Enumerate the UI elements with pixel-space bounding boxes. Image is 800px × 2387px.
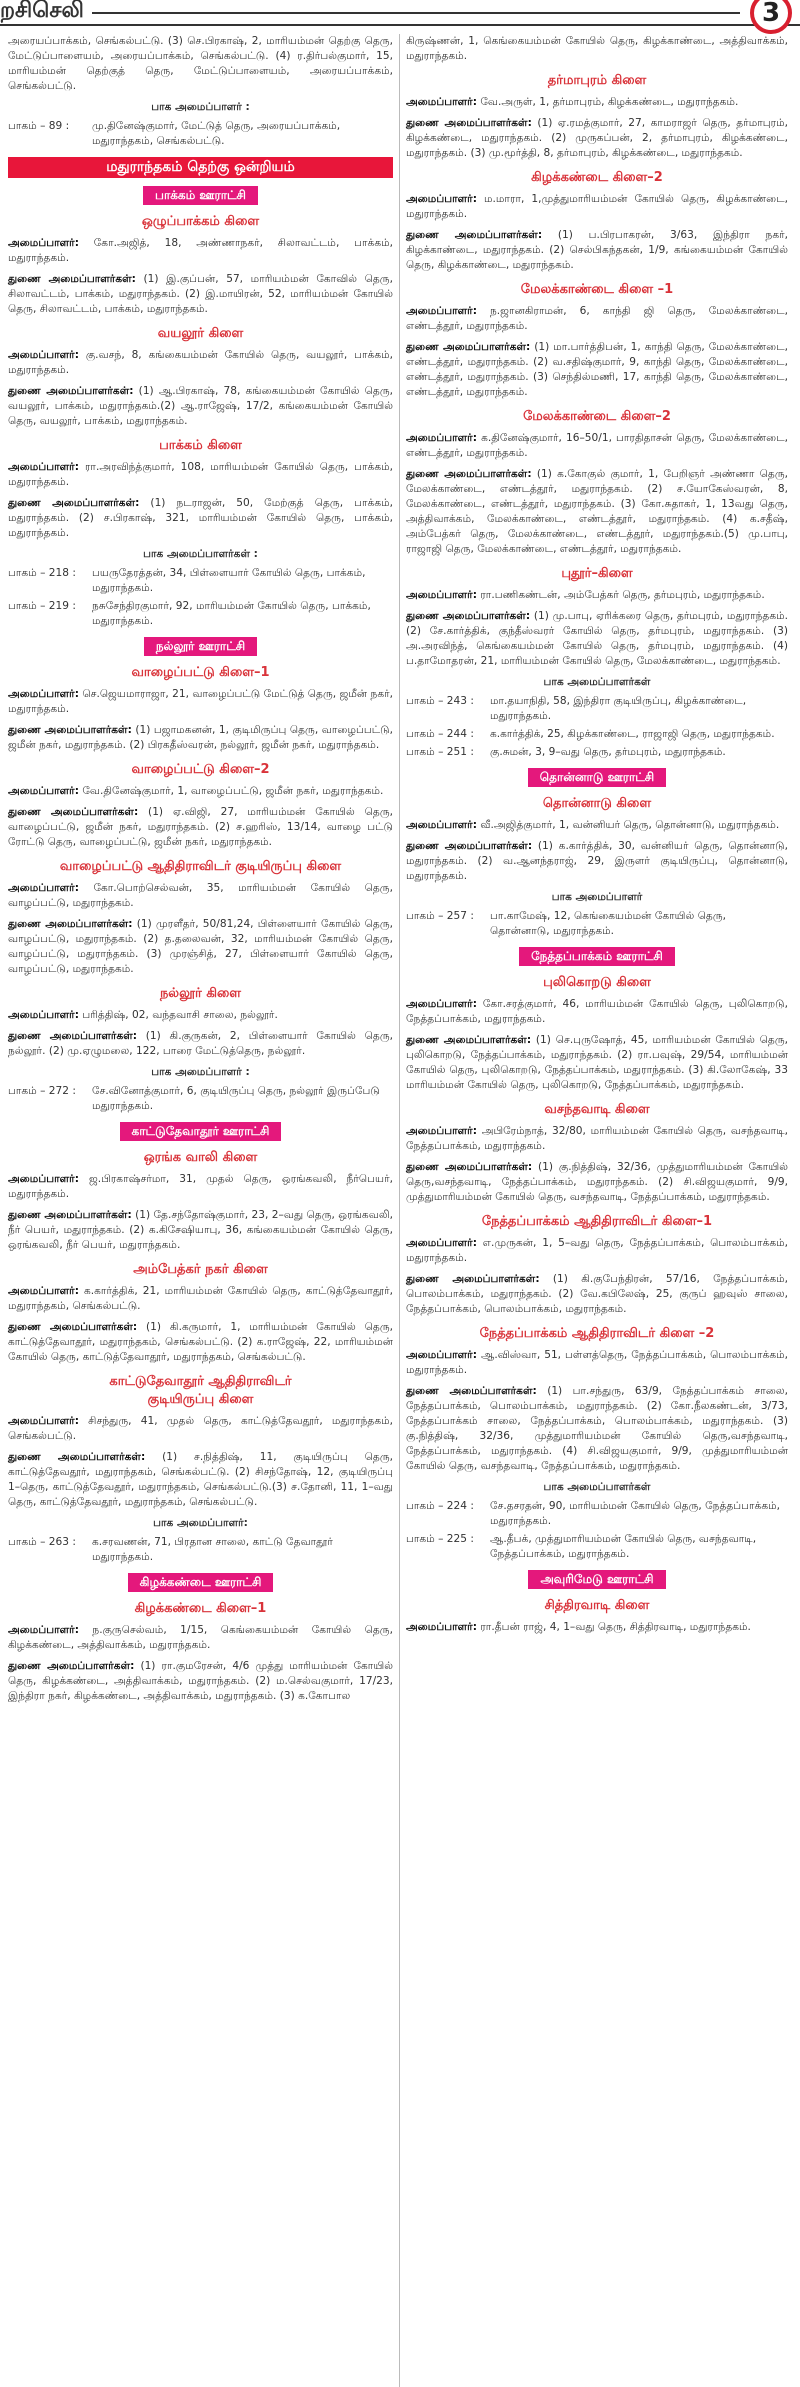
branch-heading: புலிகொறடு கிளை [543,975,651,990]
newspaper-title: றசிசெலி [0,0,92,23]
entry-text: (1) கி.குபேந்திரன், 57/16, நேத்தப்பாக்கம், பொலம்பாக்கம், மதுராந்தகம். (2) வே.கபிலேஷ், 25, குருப் ஹவுஸ் சாலை, நேத்தப்பாக்கம், பொலம்பாக்கம், மதுராந்தகம். [406,1273,788,1315]
organizer-entry [8,687,393,717]
header-rule [70,12,740,14]
entry-text: கோ.சரத்குமார், 46, மாரியம்மன் கோயில் தெரு, புலிகொறடு, நேத்தப்பாக்கம், மதுராந்தகம். [406,998,788,1025]
organizer-entry [8,236,393,266]
entry-label: துணை அமைப்பாளர்கள்: [8,1321,138,1333]
entry-label: அமைப்பாளர்: [406,1349,477,1361]
entry-text: (1) மு.பாபு, ஏரிக்கரை தெரு, தர்மபுரம், மதுராந்தகம். (2) சே.கார்த்திக், குந்தீஸ்வரர் கோயில் தெரு, தர்மபுரம், மதுராந்தகம். (3) அ.அரவிந்த், கெங்கையம்மன் கோயில் தெரு, தர்மபுரம், மதுராந்தகம். (4) ப.தாமோதரன், 21, மாரியம்மன் கோயில் தெரு, மேலக்காண்டை, மதுராந்தகம். [406,610,789,667]
organizer-entry [8,1284,393,1314]
organizer-entry [406,1348,788,1378]
deputy-organizers-entry [406,839,788,884]
entry-text: வே.தினேஷ்குமார், 1, வாழைப்பட்டு, ஜமீன் நகர், மதுராந்தகம். [78,785,384,797]
branch-heading-line2: குடியிருப்பு கிளை [147,1392,254,1407]
entry-label: துணை அமைப்பாளர்கள்: [8,385,134,397]
entry-label: அமைப்பாளர்: [8,1624,79,1636]
branch-heading: ஒழுப்பாக்கம் கிளை [141,214,260,229]
page-number-badge: 3 [750,0,792,34]
entry-label: அமைப்பாளர்: [406,193,477,205]
panchayat-label [406,768,788,787]
organizer-entry [406,997,788,1027]
booth-row [406,727,788,742]
entry-text: கு.வசந், 8, கங்கையம்மன் கோயில் தெரு, வயலூர், பாக்கம், மதுராந்தகம். [8,349,393,376]
booth-number: பாகம் – 244 : [406,728,474,740]
entry-label: துணை அமைப்பாளர்கள்: [406,1385,537,1397]
booth-row [8,1535,393,1565]
entry-label: அமைப்பாளர்: [406,1125,477,1137]
entry-label: அமைப்பாளர்: [8,349,79,361]
entry-label: துணை அமைப்பாளர்கள்: [406,341,531,353]
booth-organizer: கு.சுமன், 3, 9–வது தெரு, தர்மபுரம், மதுராந்தகம். [490,746,726,758]
branch-heading: மேலக்காண்டை கிளை–2 [523,409,671,424]
booth-organizer: மு.தினேஷ்குமார், மேட்டுத் தெரு, அரையப்பாக்கம், மதுராந்தகம், செங்கல்பட்டு. [92,120,341,147]
booth-number: பாகம் – 219 : [8,600,76,612]
entry-text: ந.குருசெல்வம், 1/15, கெங்கையம்மன் கோயில் தெரு, கிழக்கண்டை, அத்திவாக்கம், மதுராந்தகம். [8,1624,393,1651]
entry-label: துணை அமைப்பாளர்கள்: [406,1161,533,1173]
booth-row [406,745,788,760]
branch-heading: வாழைப்பட்டு கிளை–2 [131,762,270,777]
panchayat-label [8,1122,393,1141]
organizer-entry [8,1008,393,1023]
entry-text: (1) மா.பார்த்திபன், 1, காந்தி தெரு, மேலக்காண்டை, எண்டத்தூர், மதுராந்தகம். (2) வ.சதிஷ்குமார், 9, காந்தி தெரு, மேலக்காண்டை, எண்டத்தூர், மதுராந்தகம். (3) செந்தில்மணி, 17, காந்தி தெரு, மேலக்காண்டை, எண்டத்தூர், மதுராந்தகம். [406,341,788,398]
deputy-organizers-entry [8,805,393,850]
booth-list [8,566,393,629]
entry-label: அமைப்பாளர்: [8,1415,79,1427]
entry-label: துணை அமைப்பாளர்கள்: [8,806,139,818]
entry-text: எ.முருகன், 1, 5–வது தெரு, நேத்தப்பாக்கம், பொலம்பாக்கம், மதுராந்தகம். [406,1237,788,1264]
entry-text: வீ.அஜித்குமார், 1, வன்னியர் தெரு, தொன்னாடு, மதுராந்தகம். [476,819,780,831]
booth-heading: பாக அமைப்பாளர்கள் [543,676,651,688]
entry-label: துணை அமைப்பாளர்கள்: [8,1660,135,1672]
panchayat-label [406,1570,788,1589]
branch-heading: நல்லூர் கிளை [159,986,242,1001]
deputy-organizers-entry [8,384,393,429]
entry-text: (1) பஜாமகனன், 1, குடிமிருப்பு தெரு, வாழைப்பட்டு, ஜமீன் நகர், மதுராந்தகம். (2) பிரகதீஸ்வரன், நல்லூர், ஜமீன் நகர், மதுராந்தகம். [8,724,393,751]
booth-number: பாகம் – 89 : [8,120,70,132]
branch-heading: பாக்கம் கிளை [159,438,242,453]
entry-text: (1) ஆ.பிரகாஷ், 78, கங்கையம்மன் கோயில் தெரு, வயலூர், பாக்கம், மதுராந்தகம்.(2) ஆ.ராஜேஷ், 17/2, கங்கையம்மன் கோயில் தெரு, வயலூர், பாக்கம், மதுராந்தகம். [8,385,394,427]
entry-label: அமைப்பாளர்: [8,461,79,473]
entry-text: ஆ.விஸ்வா, 51, பள்ளத்தெரு, நேத்தப்பாக்கம், பொலம்பாக்கம், மதுராந்தகம். [406,1349,788,1376]
deputy-organizers-entry [8,917,393,977]
deputy-organizers-entry [406,1384,788,1474]
panchayat-name: காட்டுதேவாதூர் ஊராட்சி [120,1122,282,1141]
booth-organizer: பயருதேரத்தன், 34, பிள்ளையார் கோயில் தெரு, பாக்கம், மதுராந்தகம். [92,567,366,594]
entry-text: ம.மாரா, 1,முத்துமாரியம்மன் கோயில் தெரு, கிழக்காண்டை, மதுராந்தகம். [406,193,788,220]
deputy-organizers-entry [8,723,393,753]
branch-heading: தொன்னாடு கிளை [542,796,652,811]
organizer-entry [406,588,788,603]
booth-row [8,1084,393,1114]
booth-heading: பாக அமைப்பாளர்: [153,1517,248,1529]
entry-label: துணை அமைப்பாளர்கள்: [406,229,543,241]
entry-label: அமைப்பாளர்: [406,1621,477,1633]
panchayat-name: பாக்கம் ஊராட்சி [143,186,258,205]
booth-heading: பாக அமைப்பாளர் [551,891,643,903]
panchayat-name: அவுரிமேடு ஊராட்சி [528,1570,665,1589]
booth-number: பாகம் – 272 : [8,1085,76,1097]
deputy-organizers-entry [8,1208,393,1253]
panchayat-label [8,637,393,656]
column-divider [399,34,400,2387]
entry-text: (1) இ.குப்பன், 57, மாரியம்மன் கோவில் தெரு, சிலாவட்டம், பாக்கம், மதுராந்தகம். (2) இ.மாயிரன், 52, மாரியம்மன் கோயில் தெரு, சிலாவட்டம், பாக்கம், மதுராந்தகம். [8,273,393,315]
entry-text: ஜ.பிரகாஷ்சர்மா, 31, முதல் தெரு, ஒரங்கவலி, நீர்பெயர், மதுராந்தகம். [8,1173,393,1200]
organizer-entry [8,1172,393,1202]
organizer-entry [8,1623,393,1653]
entry-text: (1) கு.நித்திஷ், 32/36, முத்துமாரியம்மன் கோயில் தெரு,வசந்தவாடி, நேத்தப்பாக்கம், மதுராந்தகம். (2) சி.விஜயகுமார், 9/9, முத்துமாரியம்மன் கோயில் தெரு, வசந்தவாடி, நேத்தப்பாக்கம், மதுராந்தகம். [406,1161,789,1203]
booth-organizer: சே.தசரதன், 90, மாரியம்மன் கோயில் தெரு, நேத்தப்பாக்கம், மதுராந்தகம். [490,1500,781,1527]
organizer-entry [406,192,788,222]
organizer-entry [406,95,788,110]
entry-text: பரித்திஷ், 02, வந்தவாசி சாலை, நல்லூர். [78,1009,278,1021]
entry-label: அமைப்பாளர்: [406,305,477,317]
branch-heading: தர்மாபுரம் கிளை [547,73,647,88]
booth-number: பாகம் – 263 : [8,1536,76,1548]
entry-text: (1) ஏ.விஜி, 27, மாரியம்மன் கோயில் தெரு, வாழைப்பட்டு, ஜமீன் நகர், மதுராந்தகம். (2) ச.ஹரிஸ், 13/14, வாழை பட்டு ரோட்டு தெரு, வாழைப்பட்டு, ஜமீன் நகர், மதுராந்தகம். [8,806,394,848]
panchayat-label [8,186,393,205]
entry-text: க.தினேஷ்குமார், 16–50/1, பாரதிதாசன் தெரு, மேலக்காண்டை, எண்டத்தூர், மதுராந்தகம். [406,432,788,459]
entry-label: துணை அமைப்பாளர்கள்: [8,724,132,736]
entry-text: ரா.தீபன் ராஜ், 4, 1–வது தெரு, சித்திரவாடி, மதுராந்தகம். [476,1621,751,1633]
booth-number: பாகம் – 251 : [406,746,474,758]
booth-number: பாகம் – 257 : [406,910,474,922]
entry-label: அமைப்பாளர்: [8,1009,79,1021]
entry-text: (1) க.கோகுல் குமார், 1, பேறிஞர் அண்ணா தெரு, மேலக்காண்டை, எண்டத்தூர், மதுராந்தகம். (2) ச.யோகேஸ்வரன், 8, மேலக்காண்டை, எண்டத்தூர், மதுராந்தகம். (3) கோ.சுதாகர், 1, 13வது தெரு, அத்திவாக்கம், மேலக்காண்டை, எண்டத்தூர், மதுராந்தகம். (4) க.சதீஷ், அம்பேத்கர் தெரு, மேலக்காண்டை, எண்டத்தூர், மதுராந்தகம்.(5) மு.பாபு, ராஜாஜி தெரு, மேலக்காண்டை, எண்டத்தூர், மதுராந்தகம். [406,468,789,555]
entry-label: துணை அமைப்பாளர்கள்: [8,273,136,285]
entry-label: அமைப்பாளர்: [406,432,477,444]
entry-label: துணை அமைப்பாளர்கள்: [8,1451,146,1463]
entry-text: (1) ஏ.ரமத்குமார், 27, காமராஜர் தெரு, தர்மாபுரம், கிழக்கண்டை, மதுராந்தகம். (2) முருகப்பன், 2, தர்மாபுரம், கிழக்கண்டை, மதுராந்தகம். (3) மு.மூர்த்தி, 8, தர்மாபுரம், கிழக்கண்டை, மதுராந்தகம். [406,117,789,159]
organizer-entry [406,818,788,833]
entry-text: (1) ப.பிரபாகரன், 3/63, இந்திரா நகர், கிழக்காண்டை, மதுராந்தகம். (2) செல்பிகந்தகன், 1/9, கங்கையம்மன் கோயில் தெரு, கிழக்காண்டை, மதுராந்தகம். [406,229,789,271]
branch-heading: காட்டுதேவாதூர் ஆதிதிராவிடர் [109,1374,292,1389]
booth-number: பாகம் – 224 : [406,1500,474,1512]
entry-label: துணை அமைப்பாளர்கள்: [406,117,532,129]
organizer-entry [406,1124,788,1154]
deputy-organizers-entry [8,496,393,541]
booth-number: பாகம் – 218 : [8,567,76,579]
deputy-organizers-entry [8,1320,393,1365]
branch-heading: மேலக்காண்டை கிளை –1 [520,282,674,297]
entry-text: (1) கி.கருமார், 1, மாரியம்மன் கோயில் தெரு, காட்டுத்தேவாதூர், மதுராந்தகம், செங்கல்பட்டு. (2) க.ராஜேஷ், 22, மாரியம்மன் கோயில் தெரு, காட்டுத்தேவாதூர், மதுராந்தகம், செங்கல்பட்டு. [8,1321,393,1363]
booth-list [406,1499,788,1562]
deputy-organizers-entry [406,609,788,669]
branch-heading: கிழக்கண்டை கிளை–2 [531,170,663,185]
entry-label: அமைப்பாளர்: [8,882,79,894]
booth-list [8,1084,393,1114]
entry-text: செ.ஜெயமாராஜா, 21, வாழைப்பட்டு மேட்டுத் தெரு, ஜமீன் நகர், மதுராந்தகம். [8,688,394,715]
branch-heading: நேத்தப்பாக்கம் ஆதிதிராவிடர் கிளை–1 [481,1214,713,1229]
booth-row [8,566,393,596]
branch-heading: நேத்தப்பாக்கம் ஆதிதிராவிடர் கிளை –2 [479,1326,715,1341]
entry-text: (1) பா.சந்துரு, 63/9, நேத்தப்பாக்கம் சாலை, நேத்தப்பாக்கம், பொலம்பாக்கம், மதுராந்தகம். (2) கோ.நீலகண்டன், 3/73, நேத்தப்பாக்கம் சாலை, நேத்தப்பாக்கம், பொலம்பாக்கம், மதுராந்தகம். (3) கு.நித்திஷ், 32/36, முத்துமாரியம்மன் கோயில் தெரு,வசந்தவாடி, நேத்தப்பாக்கம், மதுராந்தகம். (4) சி.விஜயகுமார், 9/9, முத்துமாரியம்மன் கோயில் தெரு, வசந்தவாடி, நேத்தப்பாக்கம், மதுராந்தகம். [406,1385,789,1472]
branch-heading: அம்பேத்கர் நகர் கிளை [133,1262,268,1277]
deputy-organizers-entry [406,1033,788,1093]
branch-heading: புதூர்–கிளை [561,566,633,581]
continued-text: கிருஷ்ணன், 1, கெங்கையம்மன் கோயில் தெரு, கிழக்காண்டை, அத்திவாக்கம், மதுராந்தகம். [406,35,788,62]
entry-label: அமைப்பாளர்: [8,1173,79,1185]
booth-heading: பாக அமைப்பாளர்கள் : [143,548,258,560]
booth-heading: பாக அமைப்பாளர் : [151,101,250,113]
booth-organizer: க.கார்த்திக், 25, கிழக்காண்டை, ராஜாஜி தெரு, மதுராந்தகம். [490,728,775,740]
entry-text: கோ.அஜித், 18, அண்ணாநகர், சிலாவட்டம், பாக்கம், மதுராந்தகம். [8,237,393,264]
branch-heading: வயலூர் கிளை [157,326,244,341]
booth-organizer: ஆ.தீபக், முத்துமாரியம்மன் கோயில் தெரு, வசந்தவாடி, நேத்தப்பாக்கம், மதுராந்தகம். [490,1533,757,1560]
entry-label: அமைப்பாளர்: [406,819,477,831]
entry-text: (1) நடராஜன், 50, மேற்குத் தெரு, பாக்கம், மதுராந்தகம். (2) ச.பிரகாஷ், 321, மாரியம்மன் கோயில் தெரு, பாக்கம், மதுராந்தகம். [8,497,393,539]
deputy-organizers-entry [406,340,788,400]
entry-label: அமைப்பாளர்: [8,785,79,797]
booth-list [8,119,393,149]
entry-text: (1) ரா.குமரேசன், 4/6 முத்து மாரியம்மன் கோயில் தெரு, கிழக்கண்டை, அத்திவாக்கம், மதுராந்தகம். (2) ம.செல்வகுமார், 17/23, இந்திரா நகர், கிழக்கண்டை, அத்திவாக்கம், மதுராந்தகம். (3) க.கோபால [8,1660,394,1702]
entry-text: (1) ச.நித்திஷ், 11, குடியிருப்பு தெரு, காட்டுத்தேவதூர், மதுராந்தகம், செங்கல்பட்டு. (2) சிசந்தோஷ், 12, குடியிருப்பு 1–தெரு, காட்டுத்தேவதூர், மதுராந்தகம், செங்கல்பட்டு.(3) ச.தோனி, 11, 1–வது தெரு, காட்டுத்தேவதூர், மதுராந்தகம், செங்கல்பட்டு. [8,1451,394,1508]
deputy-organizers-entry [406,1272,788,1317]
right-column [406,34,788,1641]
organizer-entry [8,460,393,490]
booth-row [406,1532,788,1562]
booth-row [8,599,393,629]
panchayat-name: தொன்னாடு ஊராட்சி [528,768,666,787]
booth-number: பாகம் – 225 : [406,1533,474,1545]
entry-text: (1) செ.புருஷோத், 45, மாரியம்மன் கோயில் தெரு, புலிகொறடு, நேத்தப்பாக்கம், மதுராந்தகம். (2) ரா.பவுஷ், 29/54, மாரியம்மன் கோயில் தெரு, புலிகொறடு, நேத்தப்பாக்கம், மதுராந்தகம். (3) கி.லோகேஷ், 33 மாரியம்மன் கோயில் தெரு, புலிகொறடு, நேத்தப்பாக்கம், மதுராந்தகம். [406,1034,789,1091]
organizer-entry [8,1414,393,1444]
entry-label: அமைப்பாளர்: [406,998,477,1010]
entry-text: அபிரேம்நாத், 32/80, மாரியம்மன் கோயில் தெரு, வசந்தவாடி, நேத்தப்பாக்கம், மதுராந்தகம். [406,1125,788,1152]
panchayat-name: நல்லூர் ஊராட்சி [144,637,257,656]
entry-label: துணை அமைப்பாளர்கள்: [8,918,133,930]
branch-heading: ஒரங்க வாலி கிளை [143,1150,258,1165]
branch-heading: வசந்தவாடி கிளை [544,1102,650,1117]
booth-heading: பாக அமைப்பாளர் : [151,1066,250,1078]
entry-label: அமைப்பாளர்: [406,1237,477,1249]
organizer-entry [8,784,393,799]
entry-text: (1) க.கார்த்திக், 30, வன்னியர் தெரு, தொன்னாடு, மதுராந்தகம். (2) வ.ஆனந்தராஜ், 29, இருளர் குடியிருப்பு, தொன்னாடு, மதுராந்தகம். [406,840,789,882]
entry-text: (1) முரளீதர், 50/81,24, பிள்ளையார் கோயில் தெரு, வாழப்பட்டு, மதுராந்தகம். (2) த.தலைவன், 32, மாரியம்மன் கோயில் தெரு, வாழப்பட்டு, மதுராந்தகம். (3) முரஞ்சித், 27, பிள்ளையார் கோயில் தெரு, வாழப்பட்டு, மதுராந்தகம். [8,918,394,975]
entry-label: துணை அமைப்பாளர்கள்: [406,1034,532,1046]
booth-row [406,1499,788,1529]
organizer-entry [8,881,393,911]
entry-label: துணை அமைப்பாளர்கள்: [406,1273,540,1285]
deputy-organizers-entry [406,116,788,161]
booth-list [406,694,788,760]
booth-number: பாகம் – 243 : [406,695,474,707]
entry-label: அமைப்பாளர்: [8,1285,79,1297]
deputy-organizers-entry [8,1450,393,1510]
entry-label: துணை அமைப்பாளர்கள்: [406,610,531,622]
entry-text: க.கார்த்திக், 21, மாரியம்மன் கோயில் தெரு, காட்டுத்தேவாதூர், மதுராந்தகம், செங்கல்பட்டு. [8,1285,393,1312]
deputy-organizers-entry [406,1160,788,1205]
union-title-banner: மதுராந்தகம் தெற்கு ஒன்றியம் [8,157,393,178]
booth-organizer: பா.காமேஷ், 12, கெங்கையம்மன் கோயில் தெரு, தொன்னாடு, மதுராந்தகம். [490,910,727,937]
organizer-entry [406,1620,788,1635]
booth-list [8,1535,393,1565]
deputy-organizers-entry [8,1659,393,1704]
organizer-entry [406,1236,788,1266]
entry-label: துணை அமைப்பாளர்கள்: [8,1030,138,1042]
deputy-organizers-entry [406,467,788,557]
panchayat-name: கிழக்கண்டை ஊராட்சி [128,1573,274,1592]
organizer-entry [406,431,788,461]
entry-text: (1) தே.சந்தோஷ்குமார், 23, 2–வது தெரு, ஒரங்கவலி, நீர் பெயர், மதுராந்தகம். (2) க.கிசேஷியாபு, 36, கங்கையம்மன் கோயில் தெரு, ஒரங்கவலி, நீர் பெயர், மதுராந்தகம். [8,1209,393,1251]
deputy-organizers-entry [8,1029,393,1059]
deputy-organizers-entry [406,228,788,273]
entry-label: அமைப்பாளர்: [406,589,477,601]
entry-label: அமைப்பாளர்: [8,237,79,249]
entry-label: அமைப்பாளர்: [8,688,79,700]
entry-text: சிசந்துரு, 41, முதல் தெரு, காட்டுத்தேவதூர், மதுராந்தகம், செங்கல்பட்டு. [8,1415,393,1442]
booth-organizer: க.சரவணன், 71, பிரதான சாலை, காட்டு தேவாதூர் மதுராந்தகம். [92,1536,333,1563]
panchayat-name: நேத்தப்பாக்கம் ஊராட்சி [519,947,675,966]
panchayat-label [406,947,788,966]
booth-organizer: மா.தயாநிதி, 58, இந்திரா குடியிருப்பு, கிழக்காண்டை, மதுராந்தகம். [490,695,747,722]
entry-text: ந.ஜானகிராமன், 6, காந்தி ஜி தெரு, மேலக்காண்டை, எண்டத்தூர், மதுராந்தகம். [406,305,788,332]
entry-text: (1) கி.குருகன், 2, பிள்ளையார் கோயில் தெரு, நல்லூர். (2) மு.ஏழுமலை, 122, பாரை மேட்டுத்தெரு, நல்லூர். [8,1030,393,1057]
booth-heading: பாக அமைப்பாளர்கள் [543,1481,651,1493]
organizer-entry [8,348,393,378]
booth-list [406,909,788,939]
continued-text: அரையப்பாக்கம், செங்கல்பட்டு. (3) செ.பிரகாஷ், 2, மாரியம்மன் தெற்கு தெரு, மேட்டுப்பாளையம், அரையப்பாக்கம், செங்கல்பட்டு. (4) ர.திர்பல்குமார், 15, மாரியம்மன் தெற்குத் தெரு, மேட்டுப்பாளையம், அரையப்பாக்கம், செங்கல்பட்டு. [8,35,393,92]
branch-heading: வாழைப்பட்டு கிளை–1 [131,665,270,680]
left-column [8,34,393,1710]
branch-heading: வாழைப்பட்டு ஆதிதிராவிடர் குடியிருப்பு கிளை [59,859,342,874]
entry-text: ரா.பணிகண்டன், அம்பேத்கர் தெரு, தர்மபுரம், மதுராந்தகம். [476,589,765,601]
entry-label: துணை அமைப்பாளர்கள்: [406,468,532,480]
page-header [0,0,800,26]
booth-row [8,119,393,149]
panchayat-label [8,1573,393,1592]
entry-text: ரா.அரவிந்த்குமார், 108, மாரியம்மன் கோயில் தெரு, பாக்கம், மதுராந்தகம். [8,461,393,488]
branch-heading: கிழக்கண்டை கிளை–1 [134,1601,267,1616]
entry-label: துணை அமைப்பாளர்கள்: [8,1209,132,1221]
booth-row [406,694,788,724]
entry-label: அமைப்பாளர்: [406,96,477,108]
entry-text: வே.அருள், 1, தர்மாபுரம், கிழக்கண்டை, மதுராந்தகம். [476,96,739,108]
deputy-organizers-entry [8,272,393,317]
branch-heading: சித்திரவாடி கிளை [544,1598,650,1613]
booth-organizer: நசுசேந்திரகுமார், 92, மாரியம்மன் கோயில் தெரு, பாக்கம், மதுராந்தகம். [92,600,371,627]
organizer-entry [406,304,788,334]
booth-row [406,909,788,939]
entry-label: துணை அமைப்பாளர்கள்: [406,840,533,852]
entry-label: துணை அமைப்பாளர்கள்: [8,497,140,509]
entry-text: கோ.பொற்செல்வன், 35, மாரியம்மன் கோயில் தெரு, வாழப்பட்டு, மதுராந்தகம். [8,882,393,909]
booth-organizer: சே.வினோத்குமார், 6, குடியிருப்பு தெரு, நல்லூர் இருப்பேடு மதுராந்தகம். [92,1085,380,1112]
